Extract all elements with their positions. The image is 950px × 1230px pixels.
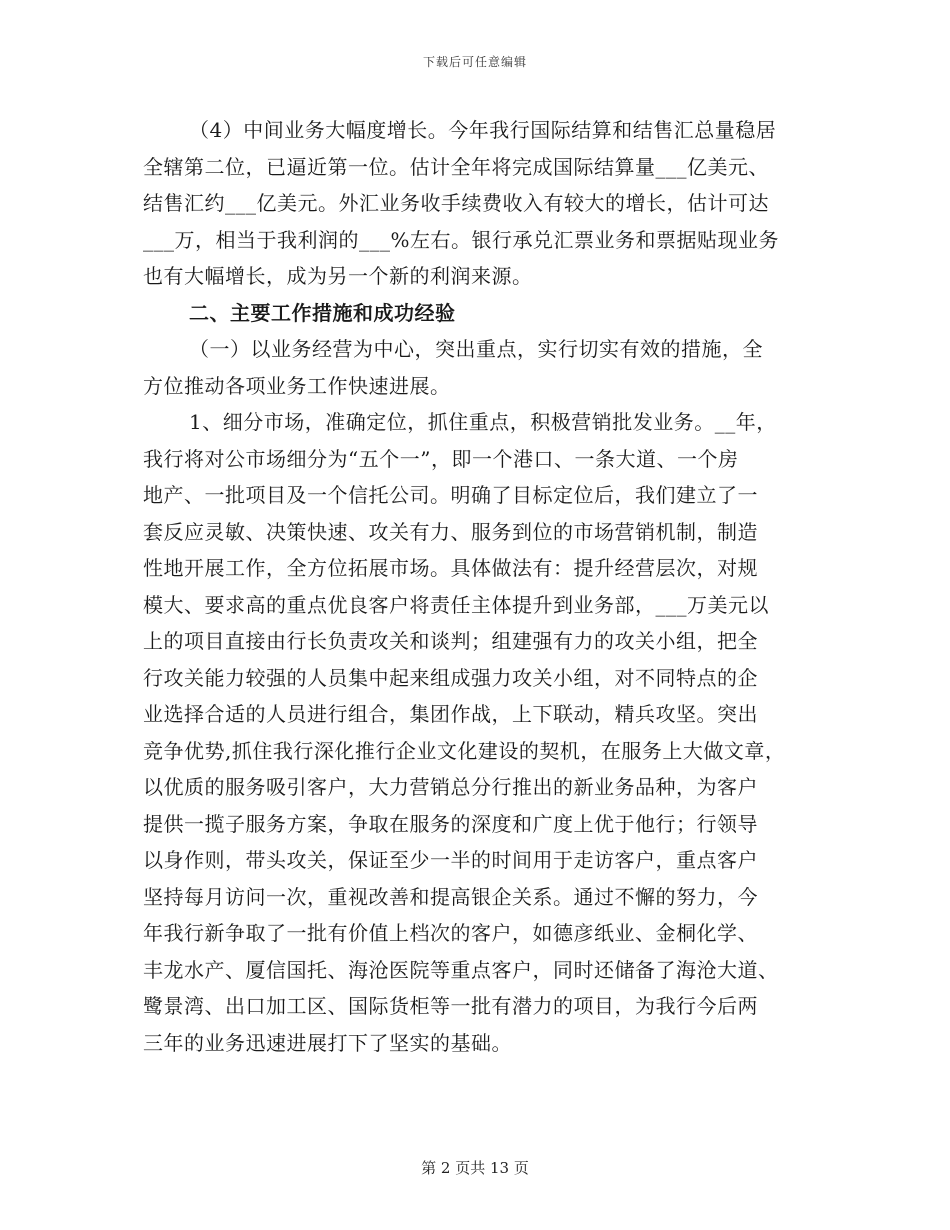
text-line: 行攻关能力较强的人员集中起来组成强力攻关小组，对不同特点的企 <box>143 665 758 690</box>
text-line: 套反应灵敏、决策快速、攻关有力、服务到位的市场营销机制，制造 <box>143 519 758 544</box>
body-text <box>143 112 815 1061</box>
text-line: 以身作则，带头攻关，保证至少一半的时间用于走访客户，重点客户 <box>143 848 758 872</box>
text-line: 上的项目直接由行长负责攻关和谈判；组建强有力的攻关小组，把全 <box>143 629 758 653</box>
text-line: 三年的业务迅速进展打下了坚实的基础。 <box>143 1030 512 1055</box>
text-line: 丰龙水产、厦信国托、海沧医院等重点客户，同时还储备了海沧大道、 <box>143 957 779 982</box>
text-line: 年我行新争取了一批有价值上档次的客户，如德彦纸业、金桐化学、 <box>143 921 758 945</box>
text-line: （一）以业务经营为中心，突出重点，实行切实有效的措施，全 <box>189 337 763 361</box>
text-line: 提供一揽子服务方案，争取在服务的深度和广度上优于他行；行领导 <box>143 811 758 836</box>
page-footer: 第 2 页共 13 页 <box>421 1159 529 1177</box>
section-heading: 二、主要工作措施和成功经验 <box>189 300 456 325</box>
text-line: 性地开展工作，全方位拓展市场。具体做法有：提升经营层次，对规 <box>143 556 758 580</box>
page-header: 下载后可任意编辑 <box>422 55 527 69</box>
text-line: （4）中间业务大幅度增长。今年我行国际结算和结售汇总量稳居 <box>189 118 777 142</box>
text-line: 结售汇约___亿美元。外汇业务收手续费收入有较大的增长，估计可达 <box>143 191 769 215</box>
text-line: 我行将对公市场细分为“五个一”，即一个港口、一条大道、一个房 <box>143 446 739 471</box>
text-line: 竞争优势,抓住我行深化推行企业文化建设的契机，在服务上大做文章， <box>143 738 786 763</box>
text-line: 坚持每月访问一次，重视改善和提高银企关系。通过不懈的努力，今 <box>143 884 758 909</box>
text-line: 地产、一批项目及一个信托公司。明确了目标定位后，我们建立了一 <box>143 483 758 507</box>
text-line: 也有大幅增长，成为另一个新的利润来源。 <box>143 264 533 288</box>
text-line: 1、细分市场，准确定位，抓住重点，积极营销批发业务。__年， <box>189 410 777 434</box>
text-line: 方位推动各项业务工作快速进展。 <box>143 373 451 398</box>
text-line: 鹭景湾、出口加工区、国际货柜等一批有潜力的项目，为我行今后两 <box>143 994 758 1018</box>
text-line: 全辖第二位，已逼近第一位。估计全年将完成国际结算量___亿美元、 <box>143 154 769 179</box>
text-line: 以优质的服务吸引客户，大力营销总分行推出的新业务品种，为客户 <box>143 775 758 799</box>
text-line: 业选择合适的人员进行组合，集团作战，上下联动，精兵攻坚。突出 <box>143 702 758 726</box>
text-line: ___万，相当于我利润的___%左右。银行承兑汇票业务和票据贴现业务 <box>143 227 780 252</box>
text-line: 模大、要求高的重点优良客户将责任主体提升到业务部，___万美元以 <box>143 592 769 617</box>
